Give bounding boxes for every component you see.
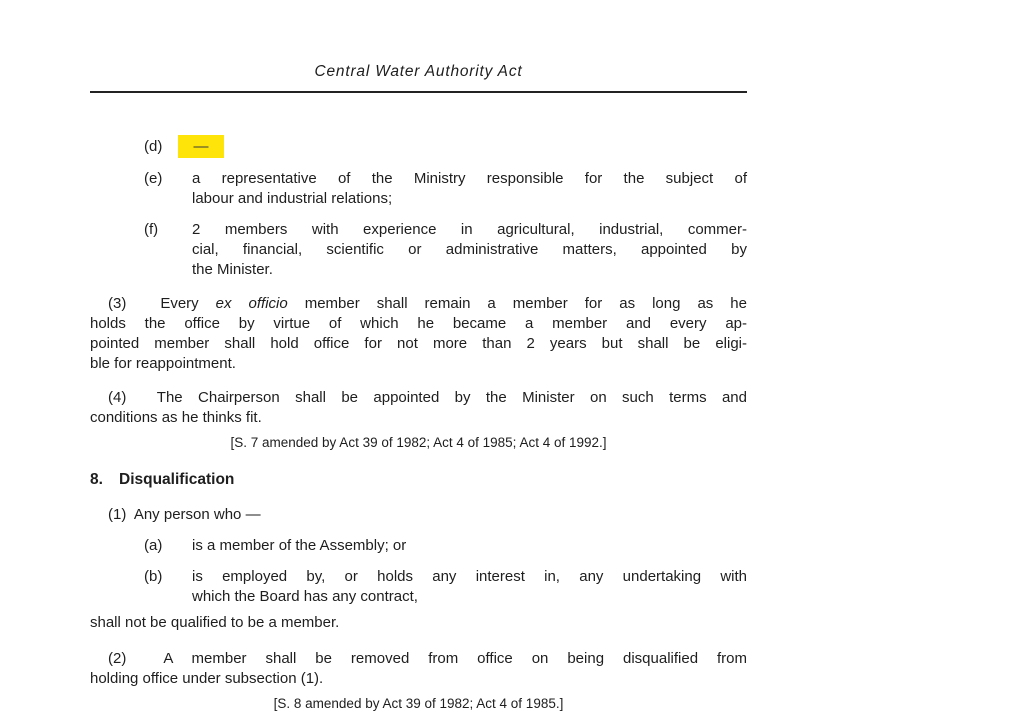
text-line: 2 members with experience in agricultural, industrial, commer- [192,221,747,238]
paragraph-s8-2 [90,649,747,689]
list-item-text [192,169,747,209]
section-8-heading [90,470,747,490]
text-line: is employed by, or holds any interest in, any undertaking with [192,568,747,585]
list-item-label: (b) [144,568,163,585]
list-item-f [144,220,747,280]
text-line: holding office under subsection (1). [90,670,324,687]
text-line: pointed member shall hold office for not more than 2 years but shall be eligi- [90,335,747,352]
text-line: which the Board has any contract, [192,588,418,605]
list-item-a [144,536,747,556]
text-line: ble for reappointment. [90,355,236,372]
list-item-e [144,169,747,209]
text-line: (3) Every ex officio member shall remain a member for as long as he [108,295,747,312]
amendment-note-s8: [S. 8 amended by Act 39 of 1982; Act 4 of 1985.] [273,696,564,711]
paragraph-s7-3 [90,294,747,374]
header-divider [90,91,747,93]
section-title: Disqualification [119,471,235,488]
paragraph-s7-4 [90,388,747,428]
list-item-text [192,220,747,280]
page-header-title: Central Water Authority Act [314,63,523,80]
text-line: is a member of the Assembly; or [192,537,407,554]
text-line: shall not be qualified to be a member. [90,614,340,631]
text-line: (1) Any person who — [108,506,261,523]
section-number: 8. [90,471,103,488]
closing-line-s8-1 [90,613,747,633]
paragraph-s8-1 [90,505,747,525]
list-item-label: (a) [144,537,163,554]
amendment-note-s7: [S. 7 amended by Act 39 of 1982; Act 4 of 1985; Act 4 of 1992.] [230,435,607,450]
text-line: conditions as he thinks fit. [90,409,262,426]
text-line: labour and industrial relations; [192,190,393,207]
list-item-b [144,567,747,607]
text-line: holds the office by virtue of which he became a member and every ap- [90,315,747,332]
list-item-label: (f) [144,221,159,238]
text-line: the Minister. [192,261,273,278]
text-line: cial, financial, scientific or administrative matters, appointed by [192,241,747,258]
highlighted-text: — [178,135,224,158]
list-item-label: (d) [144,137,163,155]
list-item-text [192,536,747,556]
list-item-text [192,567,747,607]
text-line: (4) The Chairperson shall be appointed by the Minister on such terms and [108,389,747,406]
list-item-label: (e) [144,170,163,187]
list-item-d [144,135,224,158]
text-line: (2) A member shall be removed from office on being disqualified from [108,650,747,667]
text-line: a representative of the Ministry responsible for the subject of [192,170,747,187]
